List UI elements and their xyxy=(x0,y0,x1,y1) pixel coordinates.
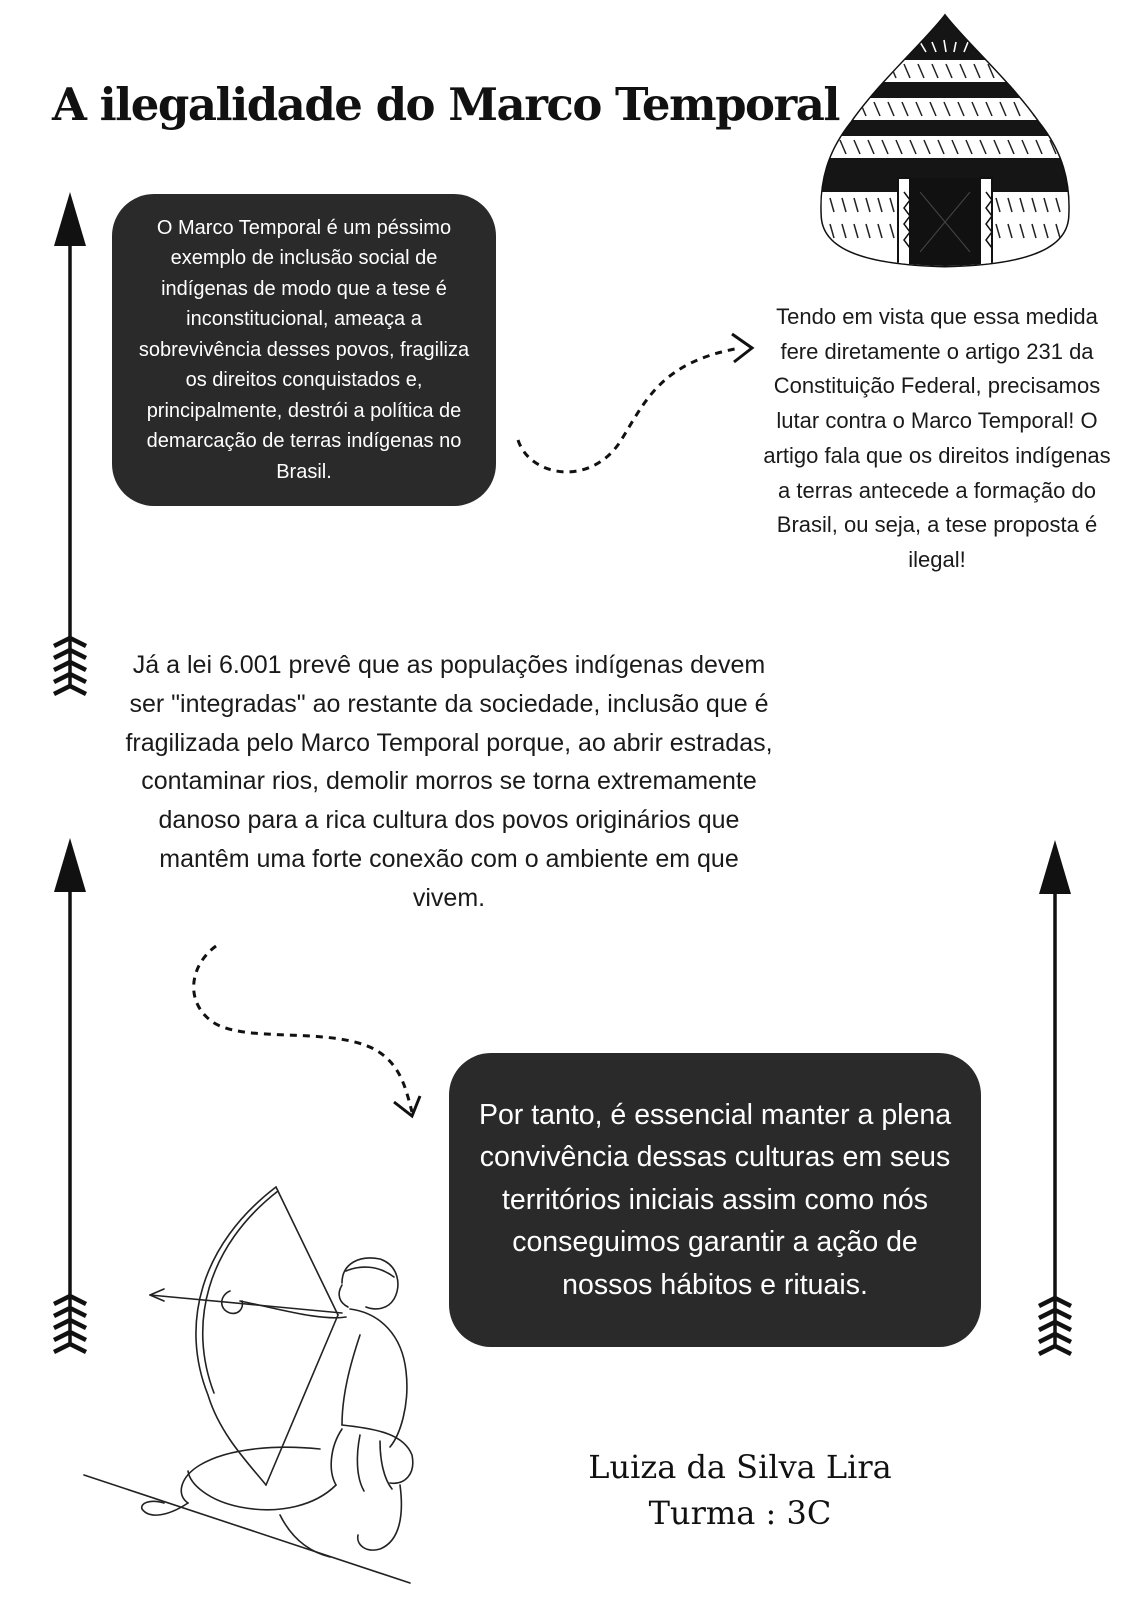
author-signature xyxy=(540,1444,940,1536)
author-class: Turma : 3C xyxy=(648,1494,832,1532)
dotted-curved-arrow-icon xyxy=(180,940,440,1130)
conclusion-text: Por tanto, é essencial manter a plena convivência dessas culturas em seus territórios iniciais assim como nós conseguimos garantir a ação de nossos hábitos e rituais. xyxy=(478,1098,952,1301)
intro-text-box xyxy=(112,194,496,506)
archer-illustration xyxy=(80,1185,430,1585)
page-title: A ilegalidade do Marco Temporal xyxy=(52,78,840,131)
constitution-paragraph: Tendo em vista que essa medida fere diretamente o artigo 231 da Constituição Federal, precisamos lutar contra o Marco Temporal! O artigo fala que os direitos indígenas a terras antecede a formação do Brasil, ou seja, a tese proposta é ilegal! xyxy=(763,304,1111,572)
author-name: Luiza da Silva Lira xyxy=(588,1448,892,1486)
arrow-up-icon xyxy=(50,192,90,702)
law-paragraph: Já a lei 6.001 prevê que as populações indígenas devem ser "integradas" ao restante da sociedade, inclusão que é fragilizada pelo Marco Temporal porque, ao abrir estradas, contaminar rios, demolir morros se torna extremamente danoso para a rica cultura dos povos originários que mantêm uma forte conexão com o ambiente em que vivem. xyxy=(125,651,773,912)
arrow-up-icon xyxy=(1035,840,1075,1360)
dotted-curved-arrow-icon xyxy=(510,322,770,492)
intro-text: O Marco Temporal é um péssimo exemplo de inclusão social de indígenas de modo que a tese é inconstitucional, ameaça a sobrevivência desses povos, fragiliza os direitos conquistados e, principalmente, destrói a política de demarcação de terras indígenas no Brasil. xyxy=(138,216,470,483)
indigenous-hut-icon xyxy=(820,12,1080,272)
conclusion-text-box xyxy=(449,1053,981,1347)
